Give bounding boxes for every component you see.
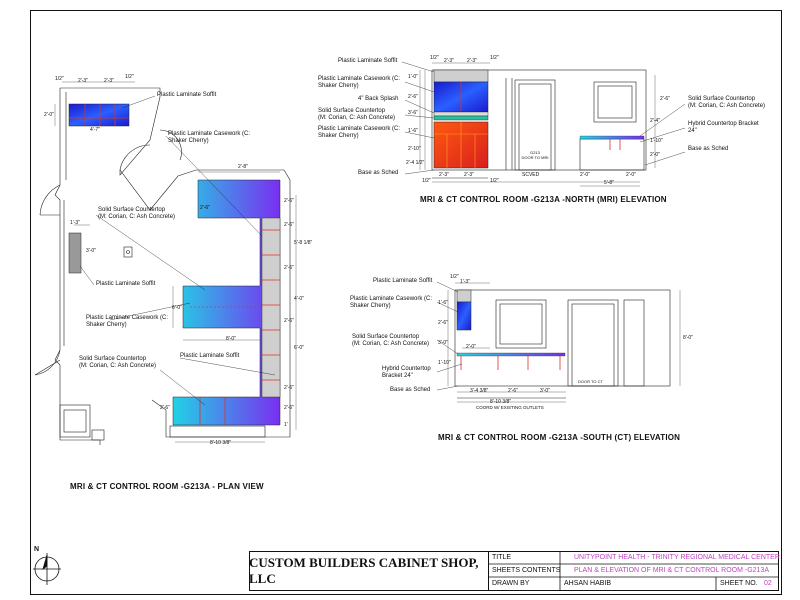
- plan-dim: 8'-0": [226, 336, 236, 342]
- north-dim: 1/2": [422, 178, 431, 184]
- north-dim: SCVED: [522, 172, 540, 178]
- south-label-soffit: Plastic Laminate Soffit: [373, 278, 433, 284]
- plan-dim: 2'-6": [200, 205, 210, 211]
- south-label-casework: Plastic Laminate Casework (C: Shaker Cherry): [350, 296, 433, 309]
- plan-view-title: MRI & CT CONTROL ROOM -G213A - PLAN VIEW: [70, 482, 264, 491]
- south-dim: 1/2": [450, 274, 459, 280]
- south-dim: 2'-0": [466, 344, 476, 350]
- plan-upper-casework: [69, 104, 129, 126]
- plan-dim: 1/2": [125, 74, 134, 80]
- north-dim: 1/2": [490, 178, 499, 184]
- plan-dim: 4'-7": [90, 127, 100, 133]
- south-elevation-lines: [455, 290, 670, 398]
- plan-dim: 4'-0": [294, 296, 304, 302]
- plan-label-casework: Plastic Laminate Casework (C: Shaker Cherry): [168, 131, 251, 144]
- south-door-label: DOOR TO CT: [578, 379, 603, 384]
- south-coord-note: COORD W/ EXISTING OUTLETS: [476, 405, 544, 410]
- north-arrow-graphic: [33, 553, 61, 585]
- plan-dim: 2'-6": [284, 385, 294, 391]
- plan-label-soffit: Plastic Laminate Soffit: [157, 92, 217, 98]
- north-dim: 2'-4": [650, 118, 660, 124]
- north-dim: 2'-6": [660, 96, 670, 102]
- north-dim: 2'-4 1/2": [406, 160, 425, 166]
- north-label-casework: Plastic Laminate Casework (C: Shaker Cherry): [318, 76, 401, 89]
- north-dim: 1'-10": [650, 138, 663, 144]
- title-value: UNITYPOINT HEALTH - TRINITY REGIONAL MEDICAL CENTER: [574, 554, 780, 561]
- plan-upper-soffit-run: [262, 218, 280, 397]
- south-dim: 2'-6": [508, 388, 518, 394]
- south-dim: 1'-10": [438, 360, 451, 366]
- north-dim: 1'-0": [408, 74, 418, 80]
- north-door-label: G213 DOOR TO MRI: [521, 150, 549, 160]
- north-dim: 2'-3": [464, 172, 474, 178]
- north-label-casework: Plastic Laminate Casework (C: Shaker Cherry): [318, 126, 401, 139]
- north-label-countertop: Solid Surface Countertop (M: Corian, C: Ash Concrete): [318, 108, 396, 121]
- sheet-contents-value: PLAN & ELEVATION OF MRI & CT CONTROL ROOM -G213A: [574, 567, 769, 574]
- sheet-number-value: 02: [764, 580, 772, 587]
- south-dim: 2'-6": [438, 320, 448, 326]
- plan-dim: 1': [284, 422, 288, 428]
- south-dim: 3'-0": [438, 340, 448, 346]
- sheet-contents-label: SHEETS CONTENTS: [492, 567, 561, 574]
- north-dim: 2'-3": [467, 58, 477, 64]
- plan-dim: 2'-8": [238, 164, 248, 170]
- plan-dim: 2'-6": [284, 405, 294, 411]
- north-label-soffit: Plastic Laminate Soffit: [338, 58, 398, 64]
- north-dim: 2'-0": [580, 172, 590, 178]
- south-label-countertop: Solid Surface Countertop (M: Corian, C: Ash Concrete): [352, 334, 430, 347]
- plan-dim: 2'-3": [78, 78, 88, 84]
- plan-dim: 1/2": [55, 76, 64, 82]
- title-label: TITLE: [492, 554, 512, 561]
- south-dim: 1'-3": [460, 279, 470, 285]
- sheet-number-label: SHEET NO.: [720, 580, 758, 587]
- north-dim: 2'-10": [408, 146, 421, 152]
- plan-dim: 6'-0": [294, 345, 304, 351]
- plan-dim: 6'-0": [172, 305, 182, 311]
- north-label-countertop-right: Solid Surface Countertop (M: Corian, C: Ash Concrete): [688, 96, 766, 109]
- plan-tall-unit: [69, 233, 81, 273]
- south-label-bracket: Hybrid Countertop Bracket 24": [382, 366, 431, 379]
- north-dim: 2'-6": [408, 94, 418, 100]
- south-dim: 3'-0": [540, 388, 550, 394]
- plan-dim: 3'-0": [86, 248, 96, 254]
- north-dim: 5'-8": [604, 180, 614, 186]
- plan-dim: 2'-6": [284, 198, 294, 204]
- north-dim: 1/2": [490, 55, 499, 61]
- south-countertop: [457, 353, 565, 356]
- plan-dim: 2'-6": [284, 222, 294, 228]
- plan-label-countertop: Solid Surface Countertop (M: Corian, C: Ash Concrete): [98, 207, 176, 220]
- north-dim: 2'-0": [626, 172, 636, 178]
- south-dim: 8'-10 3/8": [490, 399, 512, 405]
- north-dim: 2'-0": [650, 152, 660, 158]
- north-arrow-label: N: [34, 546, 40, 553]
- north-label-backsplash: 4" Back Splash: [358, 96, 399, 102]
- drawn-by-value: AHSAN HABIB: [564, 580, 612, 587]
- north-dim: 3'-6": [408, 110, 418, 116]
- north-elevation-title: MRI & CT CONTROL ROOM -G213A -NORTH (MRI) ELEVATION: [420, 195, 667, 204]
- north-dim: 2'-3": [439, 172, 449, 178]
- north-dim: 2'-3": [444, 58, 454, 64]
- plan-label-soffit: Plastic Laminate Soffit: [96, 281, 156, 287]
- plan-dim: 1'-3": [70, 220, 80, 226]
- plan-dim: 8'-10 3/8": [210, 440, 232, 446]
- north-label-bracket: Hybrid Countertop Bracket 24": [688, 121, 759, 134]
- plan-dim: 2'-3": [104, 78, 114, 84]
- north-label-base: Base as Sched: [358, 170, 399, 176]
- drawn-by-label: DRAWN BY: [492, 580, 530, 587]
- south-dim: 3'-4 3/8": [470, 388, 489, 394]
- plan-dim: 2'-6": [284, 318, 294, 324]
- plan-dim: 2'-6": [284, 265, 294, 271]
- plan-dim: 5'-8 1/8": [294, 240, 313, 246]
- company-name: CUSTOM BUILDERS CABINET SHOP, LLC: [249, 551, 489, 591]
- south-elevation-title: MRI & CT CONTROL ROOM -G213A -SOUTH (CT) ELEVATION: [438, 433, 681, 442]
- south-label-base: Base as Sched: [390, 387, 431, 393]
- plan-label-countertop: Solid Surface Countertop (M: Corian, C: Ash Concrete): [79, 356, 157, 369]
- plan-label-soffit: Plastic Laminate Soffit: [180, 353, 240, 359]
- north-label-base-right: Base as Sched: [688, 146, 729, 152]
- south-dim: 8'-0": [683, 335, 693, 341]
- north-dim: 1'-6": [408, 128, 418, 134]
- south-dim: 1'-6": [438, 300, 448, 306]
- north-dim: 1/2": [430, 55, 439, 61]
- plan-dim: 2'-6": [160, 405, 170, 411]
- plan-label-casework: Plastic Laminate Casework (C: Shaker Cherry): [86, 315, 169, 328]
- south-casework: [457, 302, 471, 330]
- plan-dim: 2'-0": [44, 112, 54, 118]
